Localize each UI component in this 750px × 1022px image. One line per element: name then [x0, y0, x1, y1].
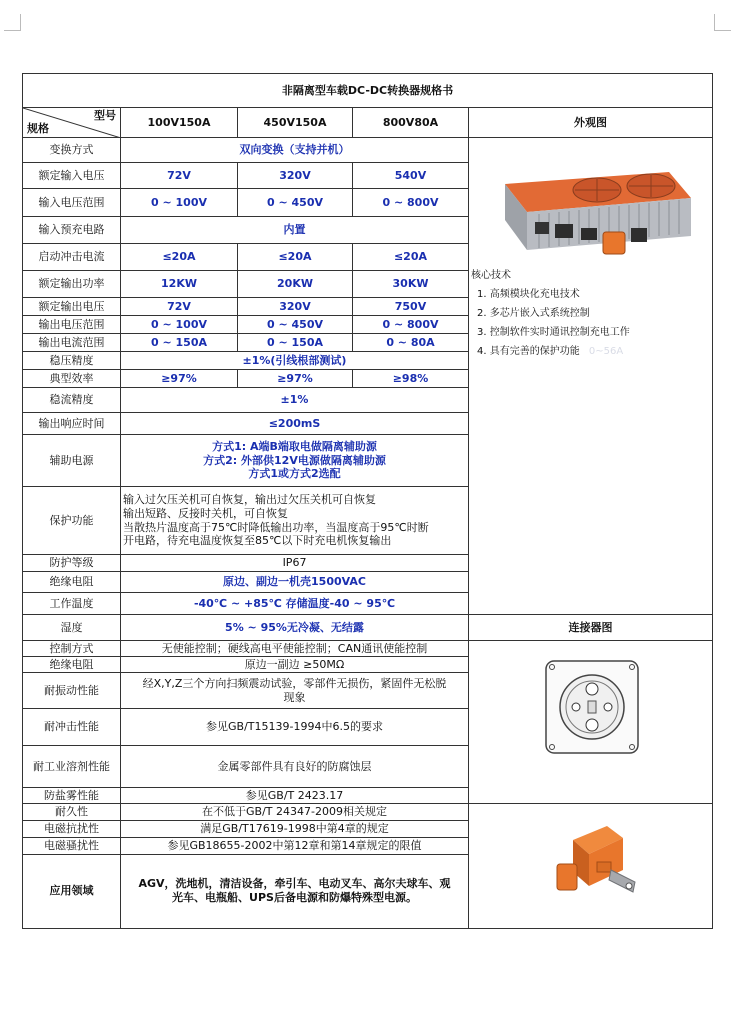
rated-output-power-2: 20KW	[238, 271, 353, 298]
row-label-vibration: 耐振动性能	[23, 673, 121, 709]
row-label-inrush: 启动冲击电流	[23, 244, 121, 271]
row-label-emc-immunity: 电磁抗扰性	[23, 820, 121, 837]
rated-output-voltage-3: 750V	[353, 298, 469, 316]
rated-input-voltage-2: 320V	[238, 163, 353, 189]
row-label-salt-spray: 防盐雾性能	[23, 788, 121, 804]
core-tech-list	[469, 266, 712, 361]
row-label-output-voltage-range: 输出电压范围	[23, 316, 121, 334]
core-tech-item-3: 3. 控制软件实时通讯控制充电工作	[477, 327, 630, 338]
output-voltage-range-1: 0 ~ 100V	[121, 316, 238, 334]
faint-text: 0~56A	[588, 346, 624, 357]
applications-line-2: 光车、电瓶船、UPS后备电源和防爆特殊型电源。	[172, 891, 417, 905]
current-precision-value: ±1%	[121, 388, 469, 413]
appearance-panel	[469, 138, 713, 615]
row-label-conversion: 变换方式	[23, 138, 121, 163]
efficiency-3: ≥98%	[353, 370, 469, 388]
crop-mark-right	[714, 14, 731, 31]
emc-emission-value: 参见GB18655-2002中第12章和第14章规定的限值	[121, 837, 469, 854]
model-1: 100V150A	[121, 108, 238, 138]
spec-sheet	[22, 73, 712, 922]
precharge-value: 内置	[121, 217, 469, 244]
rated-input-voltage-1: 72V	[121, 163, 238, 189]
row-label-precharge: 输入预充电路	[23, 217, 121, 244]
vibration-line-1: 经X,Y,Z三个方向扫频震动试验，零部件无损伤，紧固件无松脱	[142, 676, 447, 690]
core-tech-item-4-text: 4. 具有完善的保护功能	[477, 346, 580, 357]
row-label-temperature: 工作温度	[23, 593, 121, 615]
inrush-1: ≤20A	[121, 244, 238, 271]
row-label-solvent: 耐工业溶剂性能	[23, 746, 121, 788]
core-tech-item-2: 2. 多芯片嵌入式系统控制	[477, 308, 590, 319]
row-label-voltage-precision: 稳压精度	[23, 352, 121, 370]
core-tech-title: 核心技术	[471, 270, 511, 281]
output-current-range-3: 0 ~ 80A	[353, 334, 469, 352]
voltage-precision-value: ±1%(引线根部测试)	[121, 352, 469, 370]
output-voltage-range-2: 0 ~ 450V	[238, 316, 353, 334]
row-label-durability: 耐久性	[23, 804, 121, 821]
efficiency-1: ≥97%	[121, 370, 238, 388]
core-tech-item-1: 1. 高频模块化充电技术	[477, 289, 580, 300]
row-label-current-precision: 稳流精度	[23, 388, 121, 413]
rated-output-voltage-2: 320V	[238, 298, 353, 316]
model-label: 型号	[94, 109, 116, 122]
rated-input-voltage-3: 540V	[353, 163, 469, 189]
output-voltage-range-3: 0 ~ 800V	[353, 316, 469, 334]
dcdc-unit-illustration	[469, 138, 713, 266]
row-label-emc-emission: 电磁骚扰性	[23, 837, 121, 854]
orange-connector-illustration	[469, 804, 713, 924]
connector-photo-panel	[469, 804, 713, 929]
model-2: 450V150A	[238, 108, 353, 138]
row-label-response-time: 输出响应时间	[23, 413, 121, 435]
row-label-rated-output-power: 额定输出功率	[23, 271, 121, 298]
protection-line-3: 当散热片温度高于75℃时降低输出功率，当温度高于95℃时断	[123, 520, 429, 534]
crop-mark-left	[4, 14, 21, 31]
insulation-value: 原边、副边一机壳1500VAC	[121, 572, 469, 593]
row-label-ip-rating: 防护等级	[23, 555, 121, 572]
row-label-output-current-range: 输出电流范围	[23, 334, 121, 352]
row-label-applications: 应用领域	[23, 854, 121, 928]
connector-diagram	[469, 641, 713, 775]
spec-table	[22, 73, 713, 929]
header-corner	[23, 108, 121, 138]
appearance-label: 外观图	[469, 108, 713, 138]
input-voltage-range-2: 0 ~ 450V	[238, 189, 353, 217]
emc-immunity-value: 满足GB/T17619-1998中第4章的规定	[121, 820, 469, 837]
row-label-insulation-resistance: 绝缘电阻	[23, 657, 121, 673]
output-current-range-2: 0 ~ 150A	[238, 334, 353, 352]
connector-diagram-panel	[469, 641, 713, 804]
aux-power-value	[121, 435, 469, 487]
row-label-input-voltage-range: 输入电压范围	[23, 189, 121, 217]
vibration-value	[121, 673, 469, 709]
protection-line-4: 开电路，待充电温度恢复至85℃以下时充电机恢复输出	[123, 534, 392, 548]
vibration-line-2: 现象	[283, 690, 306, 704]
row-label-aux-power: 辅助电源	[23, 435, 121, 487]
document-title: 非隔离型车载DC-DC转换器规格书	[23, 74, 713, 108]
protection-value	[121, 487, 469, 555]
row-label-shock: 耐冲击性能	[23, 709, 121, 746]
row-label-insulation: 绝缘电阻	[23, 572, 121, 593]
inrush-3: ≤20A	[353, 244, 469, 271]
solvent-value: 金属零部件具有良好的防腐蚀层	[121, 746, 469, 788]
row-label-control: 控制方式	[23, 641, 121, 657]
product-image	[469, 138, 712, 266]
row-label-rated-input-voltage: 额定输入电压	[23, 163, 121, 189]
core-tech-item-4	[471, 342, 712, 361]
rated-output-power-1: 12KW	[121, 271, 238, 298]
inrush-2: ≤20A	[238, 244, 353, 271]
humidity-value: 5% ~ 95%无冷凝、无结露	[121, 615, 469, 641]
efficiency-2: ≥97%	[238, 370, 353, 388]
spec-label: 规格	[27, 122, 49, 136]
shock-value: 参见GB/T15139-1994中6.5的要求	[121, 709, 469, 746]
protection-line-2: 输出短路、反接时关机，可自恢复	[123, 506, 288, 520]
aux-power-line-2: 方式2: 外部供12V电源做隔离辅助源	[203, 453, 386, 467]
ip-rating-value: IP67	[121, 555, 469, 572]
aux-power-line-1: 方式1: A端B端取电做隔离辅助源	[212, 439, 377, 453]
rated-output-voltage-1: 72V	[121, 298, 238, 316]
control-value: 无使能控制；硬线高电平使能控制；CAN通讯使能控制	[121, 641, 469, 657]
insulation-resistance-value: 原边一副边 ≥50MΩ	[121, 657, 469, 673]
row-label-efficiency: 典型效率	[23, 370, 121, 388]
output-current-range-1: 0 ~ 150A	[121, 334, 238, 352]
rated-output-power-3: 30KW	[353, 271, 469, 298]
temperature-value: -40℃ ~ +85℃ 存储温度-40 ~ 95℃	[121, 593, 469, 615]
response-time-value: ≤200mS	[121, 413, 469, 435]
durability-value: 在不低于GB/T 24347-2009相关规定	[121, 804, 469, 821]
model-3: 800V80A	[353, 108, 469, 138]
conversion-value: 双向变换（支持并机）	[121, 138, 469, 163]
row-label-rated-output-voltage: 额定输出电压	[23, 298, 121, 316]
row-label-humidity: 湿度	[23, 615, 121, 641]
input-voltage-range-3: 0 ~ 800V	[353, 189, 469, 217]
applications-line-1: AGV，洗地机，清洁设备，牵引车、电动叉车、高尔夫球车、观	[138, 877, 451, 891]
input-voltage-range-1: 0 ~ 100V	[121, 189, 238, 217]
salt-spray-value: 参见GB/T 2423.17	[121, 788, 469, 804]
aux-power-line-3: 方式1或方式2选配	[248, 467, 341, 481]
protection-line-1: 输入过欠压关机可自恢复，输出过欠压关机可自恢复	[123, 493, 376, 506]
connector-label: 连接器图	[469, 615, 713, 641]
row-label-protection: 保护功能	[23, 487, 121, 555]
applications-value	[121, 854, 469, 928]
